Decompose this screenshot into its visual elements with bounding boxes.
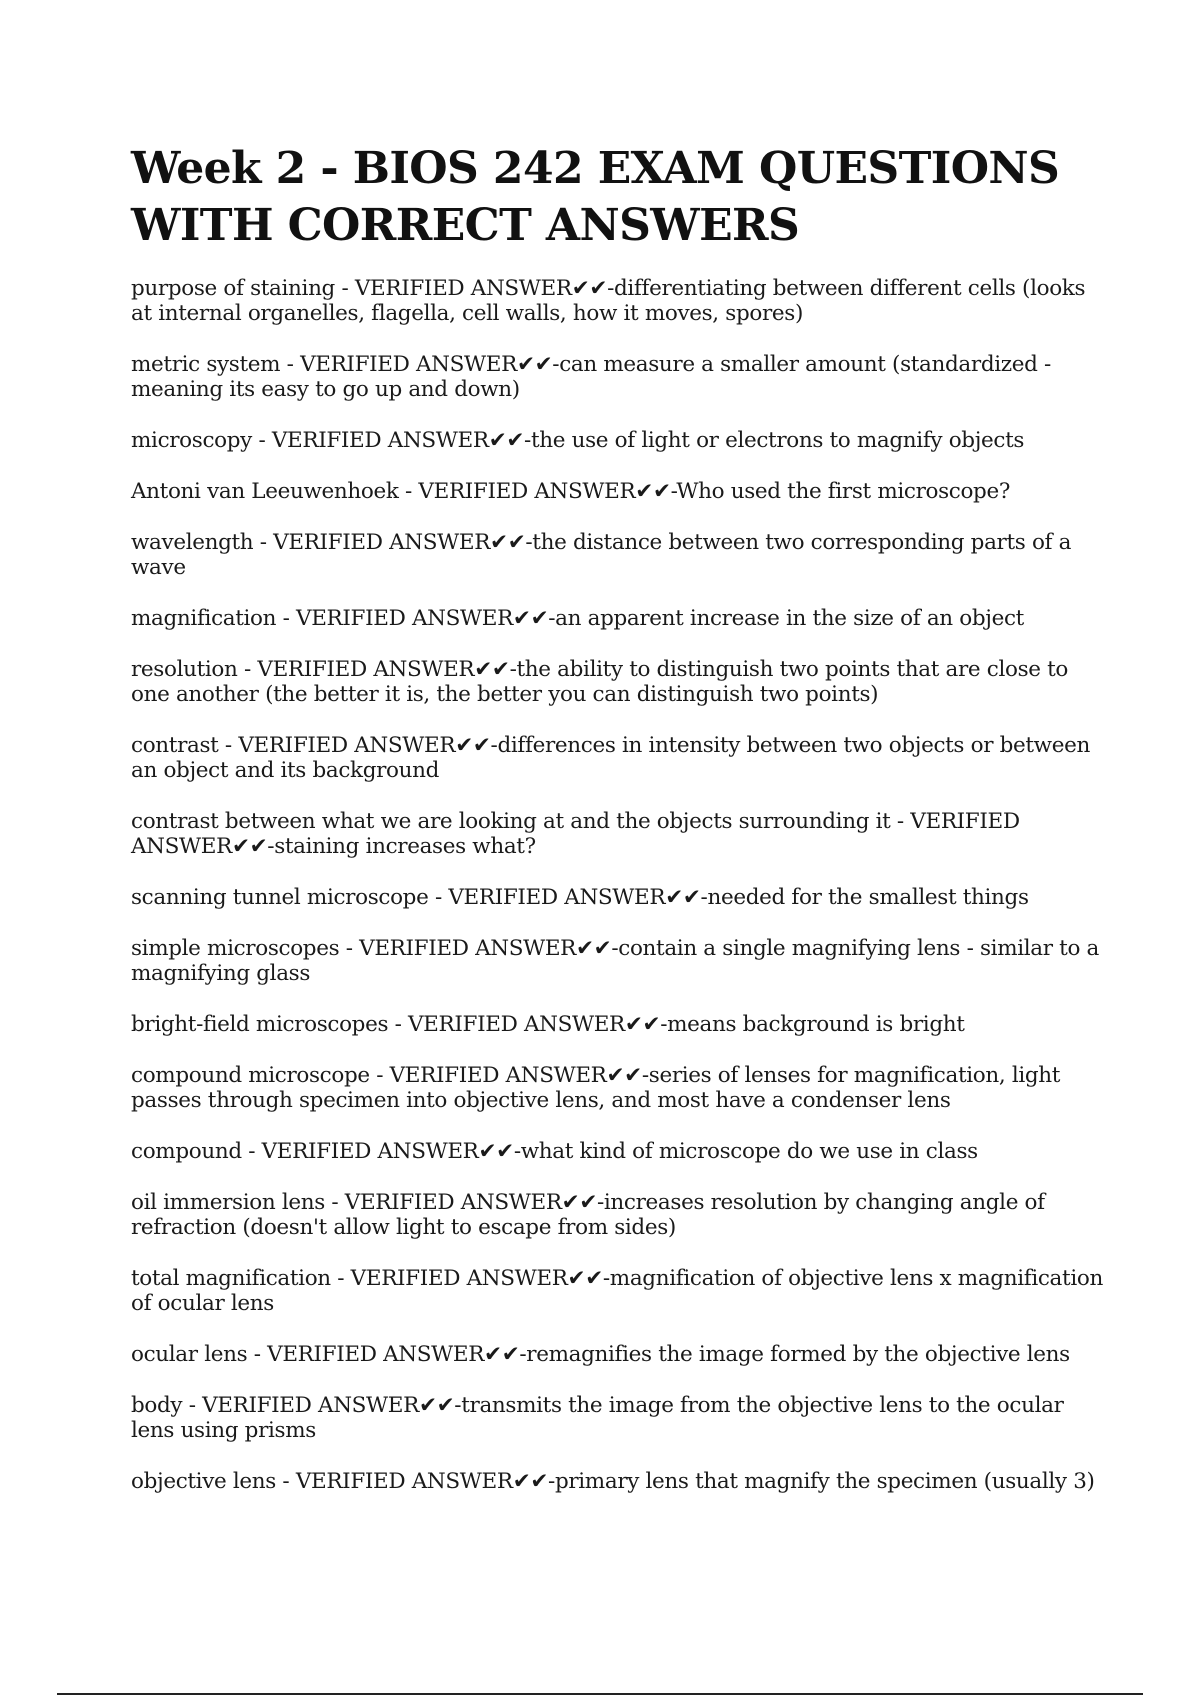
qa-text: Antoni van Leeuwenhoek - VERIFIED ANSWER✔✔-Who used the first microscope? bbox=[131, 479, 1011, 504]
qa-text: body - VERIFIED ANSWER✔✔-transmits the image from the objective lens to the ocular lens using prisms bbox=[131, 1393, 1064, 1443]
list-item bbox=[131, 1063, 1111, 1113]
qa-text: wavelength - VERIFIED ANSWER✔✔-the distance between two corresponding parts of a wave bbox=[131, 530, 1072, 580]
page-title: Week 2 - BIOS 242 EXAM QUESTIONS WITH CORRECT ANSWERS bbox=[131, 143, 1060, 251]
list-item bbox=[131, 657, 1111, 707]
qa-text: compound microscope - VERIFIED ANSWER✔✔-series of lenses for magnification, light passes through specimen into objective lens, and most have a condenser lens bbox=[131, 1063, 1061, 1113]
list-item bbox=[131, 1139, 1111, 1164]
list-item bbox=[131, 1190, 1111, 1240]
qa-text: microscopy - VERIFIED ANSWER✔✔-the use of light or electrons to magnify objects bbox=[131, 428, 1025, 453]
list-item bbox=[131, 276, 1111, 326]
qa-list bbox=[131, 276, 1111, 1520]
list-item bbox=[131, 1469, 1111, 1494]
qa-text: simple microscopes - VERIFIED ANSWER✔✔-contain a single magnifying lens - similar to a magnifying glass bbox=[131, 936, 1100, 986]
qa-text: objective lens - VERIFIED ANSWER✔✔-primary lens that magnify the specimen (usually 3) bbox=[131, 1469, 1095, 1494]
list-item bbox=[131, 1393, 1111, 1443]
qa-text: scanning tunnel microscope - VERIFIED ANSWER✔✔-needed for the smallest things bbox=[131, 885, 1029, 910]
qa-text: oil immersion lens - VERIFIED ANSWER✔✔-increases resolution by changing angle of refraction (doesn't allow light to escape from sides) bbox=[131, 1190, 1045, 1240]
list-item bbox=[131, 936, 1111, 986]
list-item bbox=[131, 428, 1111, 453]
list-item bbox=[131, 1342, 1111, 1367]
qa-text: magnification - VERIFIED ANSWER✔✔-an apparent increase in the size of an object bbox=[131, 606, 1024, 631]
list-item bbox=[131, 1266, 1111, 1316]
qa-text: total magnification - VERIFIED ANSWER✔✔-magnification of objective lens x magnification of ocular lens bbox=[131, 1266, 1103, 1316]
qa-text: bright-field microscopes - VERIFIED ANSWER✔✔-means background is bright bbox=[131, 1012, 965, 1037]
list-item bbox=[131, 809, 1111, 859]
footer-divider bbox=[57, 1693, 1143, 1695]
qa-text: resolution - VERIFIED ANSWER✔✔-the ability to distinguish two points that are close to one another (the better it is, the better you can distinguish two points) bbox=[131, 657, 1069, 707]
qa-text: ocular lens - VERIFIED ANSWER✔✔-remagnifies the image formed by the objective lens bbox=[131, 1342, 1070, 1367]
qa-text: metric system - VERIFIED ANSWER✔✔-can measure a smaller amount (standardized - meaning its easy to go up and down) bbox=[131, 352, 1051, 402]
qa-text: contrast between what we are looking at and the objects surrounding it - VERIFIED ANSWER✔✔-staining increases what? bbox=[131, 809, 1020, 859]
qa-text: compound - VERIFIED ANSWER✔✔-what kind of microscope do we use in class bbox=[131, 1139, 978, 1164]
qa-text: purpose of staining - VERIFIED ANSWER✔✔-differentiating between different cells (looks at internal organelles, flagella, cell walls, how it moves, spores) bbox=[131, 276, 1086, 326]
list-item bbox=[131, 885, 1111, 910]
list-item bbox=[131, 352, 1111, 402]
qa-text: contrast - VERIFIED ANSWER✔✔-differences in intensity between two objects or between an object and its background bbox=[131, 733, 1090, 783]
list-item bbox=[131, 1012, 1111, 1037]
list-item bbox=[131, 479, 1111, 504]
list-item bbox=[131, 606, 1111, 631]
list-item bbox=[131, 530, 1111, 580]
list-item bbox=[131, 733, 1111, 783]
